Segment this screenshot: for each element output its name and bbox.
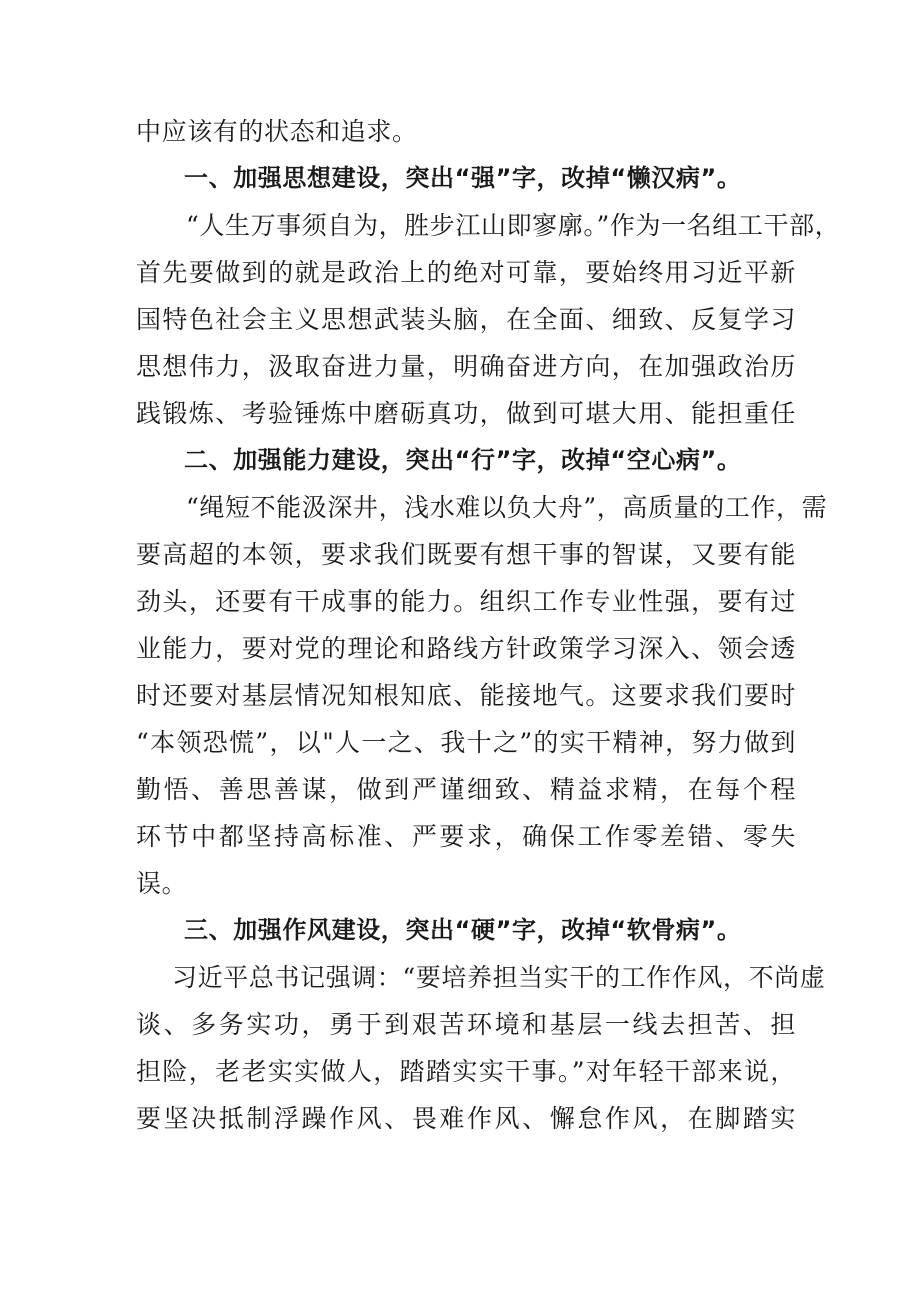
paragraph-line: 国特色社会主义思想武装头脑，在全面、细致、反复学习 (136, 305, 796, 334)
paragraph-line: 劲头，还要有干成事的能力。组织工作专业性强，要有过 (136, 587, 796, 616)
section-heading-1: 一、加强思想建设，突出“强”字，改掉“懒汉病”。 (184, 164, 742, 192)
paragraph-line: 习近平总书记强调：“要培养担当实干的工作作风，不尚虚 (172, 963, 826, 992)
paragraph-line: “人生万事须自为，胜步江山即寥廓。”作为一名组工干部， (186, 211, 841, 240)
section-heading-2: 二、加强能力建设，突出“行”字，改掉“空心病”。 (184, 446, 742, 474)
paragraph-line: 时还要对基层情况知根知底、能接地气。这要求我们要时 (136, 681, 796, 710)
paragraph-line: 环节中都坚持高标准、严要求，确保工作零差错、零失 (136, 822, 796, 851)
paragraph-line: 中应该有的状态和追求。 (136, 117, 418, 146)
section-heading-3: 三、加强作风建设，突出“硬”字，改掉“软骨病”。 (184, 916, 742, 944)
paragraph-line: 要高超的本领，要求我们既要有想干事的智谋，又要有能 (136, 540, 796, 569)
paragraph-line: 谈、多务实功，勇于到艰苦环境和基层一线去担苦、担 (136, 1010, 796, 1039)
paragraph-line: “绳短不能汲深井，浅水难以负大舟”，高质量的工作，需 (186, 493, 828, 522)
paragraph-line: 首先要做到的就是政治上的绝对可靠，要始终用习近平新 (136, 258, 796, 287)
paragraph-line: 业能力，要对党的理论和路线方针政策学习深入、领会透 (136, 634, 796, 663)
paragraph-line: 要坚决抵制浮躁作风、畏难作风、懈怠作风，在脚踏实 (136, 1104, 796, 1133)
paragraph-line: 勤悟、善思善谋，做到严谨细致、精益求精，在每个程 (136, 775, 796, 804)
paragraph-line: 担险，老老实实做人，踏踏实实干事。”对年轻干部来说， (136, 1057, 796, 1086)
paragraph-line: 践锻炼、考验锤炼中磨砺真功，做到可堪大用、能担重任 (136, 399, 796, 428)
paragraph-line: 思想伟力，汲取奋进力量，明确奋进方向，在加强政治历 (136, 352, 796, 381)
paragraph-line: “本领恐慌”，以"人一之、我十之”的实干精神，努力做到 (136, 728, 796, 757)
paragraph-line: 误。 (136, 869, 188, 898)
document-body (136, 108, 841, 1142)
